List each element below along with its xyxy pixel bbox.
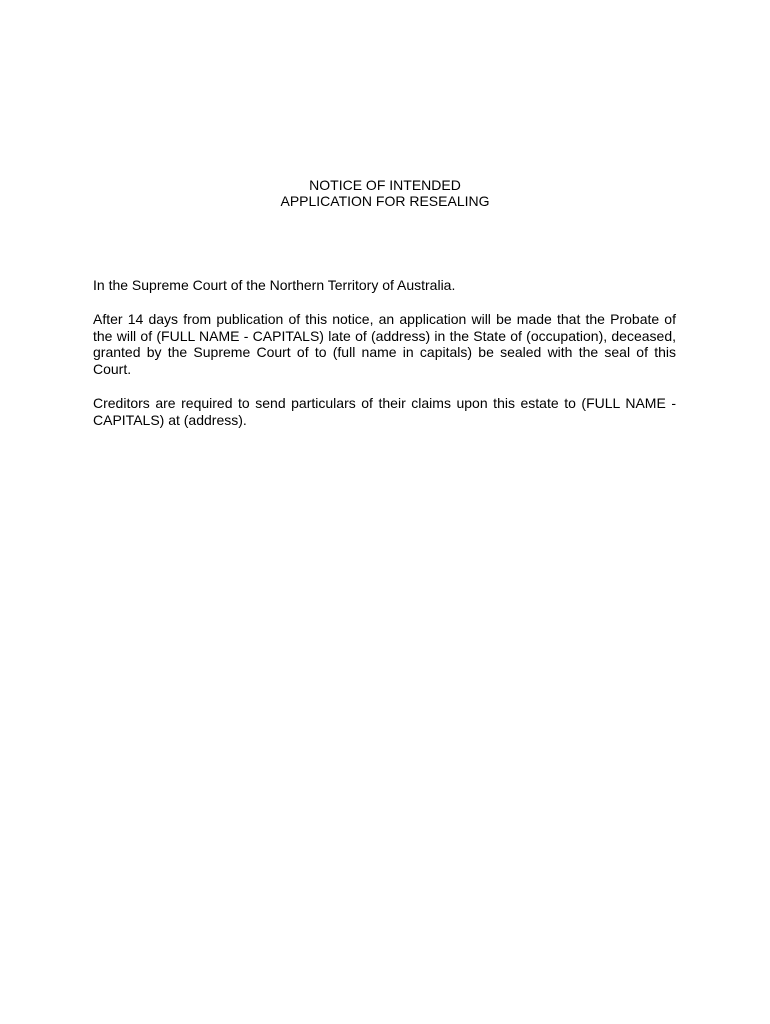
court-jurisdiction-paragraph: In the Supreme Court of the Northern Territory of Australia. [93,277,456,293]
creditors-paragraph: Creditors are required to send particulars of their claims upon this estate to (FULL NAME - CAPITALS) at (address). [93,395,676,428]
title-line-1: NOTICE OF INTENDED [309,177,461,193]
notice-title [0,177,770,209]
application-paragraph: After 14 days from publication of this notice, an application will be made that the Probate of the will of (FULL NAME - CAPITALS) late of (address) in the State of (occupation), deceased, granted by the Supreme Court of to (full name in capitals) be sealed with the seal of this Court. [93,311,676,377]
title-line-2: APPLICATION FOR RESEALING [280,193,490,209]
